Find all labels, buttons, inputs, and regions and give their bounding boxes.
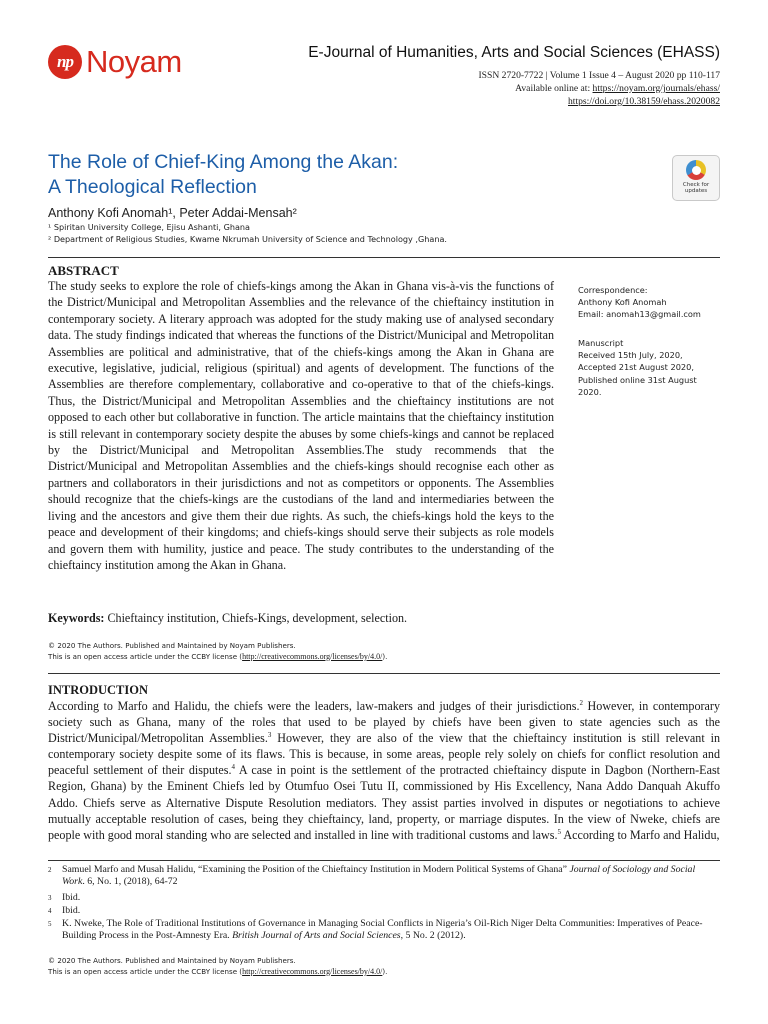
introduction-text: According to Marfo and Halidu, the chiefs were the leaders, law-makers and judges of their jurisdictions.$^2$ However, in contemporary society such as Ghana, many of the roles that used to be played by chiefs have been given to state agencies such as the District/Municipal/Metropolitan Assemblies.$^3$ However, they are also of the view that the chieftaincy institution is still relevant in contemporary society despite some of its flaws. This is because, in some areas, people rely solely on chiefs for conflict resolution and peaceful settlement of their disputes.$^4$ A case in point is the settlement of the protracted chieftaincy dispute in Dagbon (Northern-East Region, Ghana) by the Eminent Chiefs led by Otumfuo Osei Tutu II, commissioned by His Excellency, Nana Addo Danquah Akuffo Addo. Chiefs serve as Alternative Dispute Resolution mediators. They assist parties involved in disputes or negotiations to achieve mutually acceptable resolution of cases, being they chieftaincy, land, property, or marriage disputes. In the view of Nweke, chiefs are people with good moral standing who are selected and installed in line with traditional customs and laws.$^5$ According to Marfo and Halidu, xyxy=(48,698,721,842)
license-block-footer xyxy=(48,956,387,977)
noyam-logo xyxy=(48,44,182,80)
noyam-logo-icon xyxy=(48,45,82,79)
footnote-ref-5[interactable]: 5 xyxy=(557,827,562,836)
check-label-2: updates xyxy=(684,188,708,194)
divider xyxy=(48,673,720,674)
keywords-label: Keywords: xyxy=(48,611,105,625)
manuscript-label: Manuscript xyxy=(578,338,624,348)
keywords xyxy=(48,611,407,626)
correspondence-label: Correspondence: xyxy=(578,285,648,295)
journal-url-link[interactable]: https://noyam.org/journals/ehass/ xyxy=(592,82,720,94)
published-date-1: Published online 31st August xyxy=(578,374,697,385)
introduction-heading: INTRODUCTION xyxy=(48,683,149,697)
license-link-footer[interactable]: http://creativecommons.org/licenses/by/4.0/ xyxy=(242,966,383,976)
logo-mark-text: np xyxy=(57,52,73,71)
doi-link[interactable]: https://doi.org/10.38159/ehass.2020082 xyxy=(568,95,720,107)
license-link[interactable]: http://creativecommons.org/licenses/by/4.0/ xyxy=(242,651,383,661)
manuscript-block xyxy=(578,337,728,398)
footnote-4: 4 Ibid. xyxy=(48,905,81,916)
title-line-1: The Role of Chief-King Among the Akan: xyxy=(48,151,399,173)
license-block xyxy=(48,641,387,662)
available-label: Available online at: xyxy=(515,82,593,94)
abstract-heading: ABSTRACT xyxy=(48,263,119,278)
open-access-line-footer: This is an open access article under the CCBY license (http://creativecommons.org/licenses/by/4.0/). xyxy=(48,966,388,976)
divider xyxy=(48,257,720,258)
authors: Anthony Kofi Anomah¹, Peter Addai-Mensah² xyxy=(48,206,297,220)
copyright-line: © 2020 The Authors. Published and Maintained by Noyam Publishers. xyxy=(48,641,296,650)
keywords-list: Chieftaincy institution, Chiefs-Kings, development, selection. xyxy=(104,611,408,625)
check-for-updates-button[interactable] xyxy=(672,155,720,201)
footnote-2: 2 Samuel Marfo and Musah Halidu, “Examining the Position of the Chieftaincy Institution in Modern Political Systems of Ghana” Journal of Sociology and Social Work. 6, No. 1, (2018), 64-72 xyxy=(48,864,696,888)
issn-line: ISSN 2720-7722 | Volume 1 Issue 4 – August 2020 pp 110-117 xyxy=(478,70,720,81)
abstract-text: The study seeks to explore the role of chiefs-kings among the Akan in Ghana vis-à-vis the functions of the District/Municipal and Metropolitan Assemblies and the relevance of the chieftaincy institution in contemporary society. A literary approach was adopted for the study making use of analysed secondary data. The study findings indicated that whereas the functions of the District/Municipal and Metropolitan Assemblies are political and administrative, that of the chiefs-kings among the Akan in Ghana are executive, legislative, judicial, religious (spiritual) and agents of development. The functions of the Assemblies are therefore complementary, collaborative and co-operative to that of the chiefs-kings. Thus, the District/Municipal and Metropolitan Assemblies and the chieftaincy institutions are not opposed to each other but collaborative in function. The article maintains that the chieftaincy institution is still relevant in contemporary society despite the abuses by some chiefs-kings and cannot be replaced by the District/Municipal and Metropolitan Assemblies.The study recommends that the District/Municipal and Metropolitan Assemblies and the chiefs-kings should recognise each other as partners and collaborators in their jurisdictions and not as competitors or opponents. The Assemblies should recognize that the chiefs-kings are the custodians of the land and intermediaries between the living and the ancestors and give them their due rights. As such, the chiefs-kings hold the keys to the peace and development of their kingdoms; and chiefs-kings should serve their subjects as role models and govern them with humility, justice and peace. The study contributes to the understanding of the chieftaincy institution among the Akan in Ghana. xyxy=(48,279,554,572)
correspondence-block xyxy=(578,284,728,321)
affiliation-1: ¹ Spiritan University College, Ejisu Ashanti, Ghana xyxy=(48,222,251,232)
received-date: Received 15th July, 2020, xyxy=(578,350,683,361)
affiliation-2: ² Department of Religious Studies, Kwame Nkrumah University of Science and Technology ,Ghana. xyxy=(48,234,448,244)
correspondence-email[interactable]: Email: anomah13@gmail.com xyxy=(578,309,701,320)
available-online xyxy=(478,83,720,96)
published-date-2: 2020. xyxy=(578,386,602,397)
correspondence-name: Anthony Kofi Anomah xyxy=(578,297,667,308)
footnote-ref-4[interactable]: 4 xyxy=(231,763,235,772)
footnote-5: 5 K. Nweke, The Role of Traditional Institutions of Governance in Managing Social Conflicts in Nigeria’s Oil-Rich Niger Delta Communities: Imperatives of Peace-Building Process in the Post-Amnesty Era. British Journal of Arts and Social Sciences, 5 No. 2 (2012). xyxy=(48,918,703,942)
journal-title: E-Journal of Humanities, Arts and Social Sciences (EHASS) xyxy=(308,44,720,61)
crossmark-icon xyxy=(686,160,706,180)
logo-text: Noyam xyxy=(86,44,182,79)
copyright-line-footer: © 2020 The Authors. Published and Maintained by Noyam Publishers. xyxy=(48,956,296,965)
journal-meta xyxy=(478,70,720,108)
footnote-divider xyxy=(48,860,720,861)
footnote-ref-2[interactable]: 2 xyxy=(579,698,584,707)
title-line-2: A Theological Reflection xyxy=(48,176,257,198)
check-label-1: Check for xyxy=(682,182,710,188)
footnote-ref-3[interactable]: 3 xyxy=(267,731,272,740)
accepted-date: Accepted 21st August 2020, xyxy=(578,362,694,373)
article-title xyxy=(48,150,608,200)
open-access-line: This is an open access article under the CCBY license (http://creativecommons.org/licenses/by/4.0/). xyxy=(48,651,388,661)
footnote-3: 3 Ibid. xyxy=(48,892,81,903)
